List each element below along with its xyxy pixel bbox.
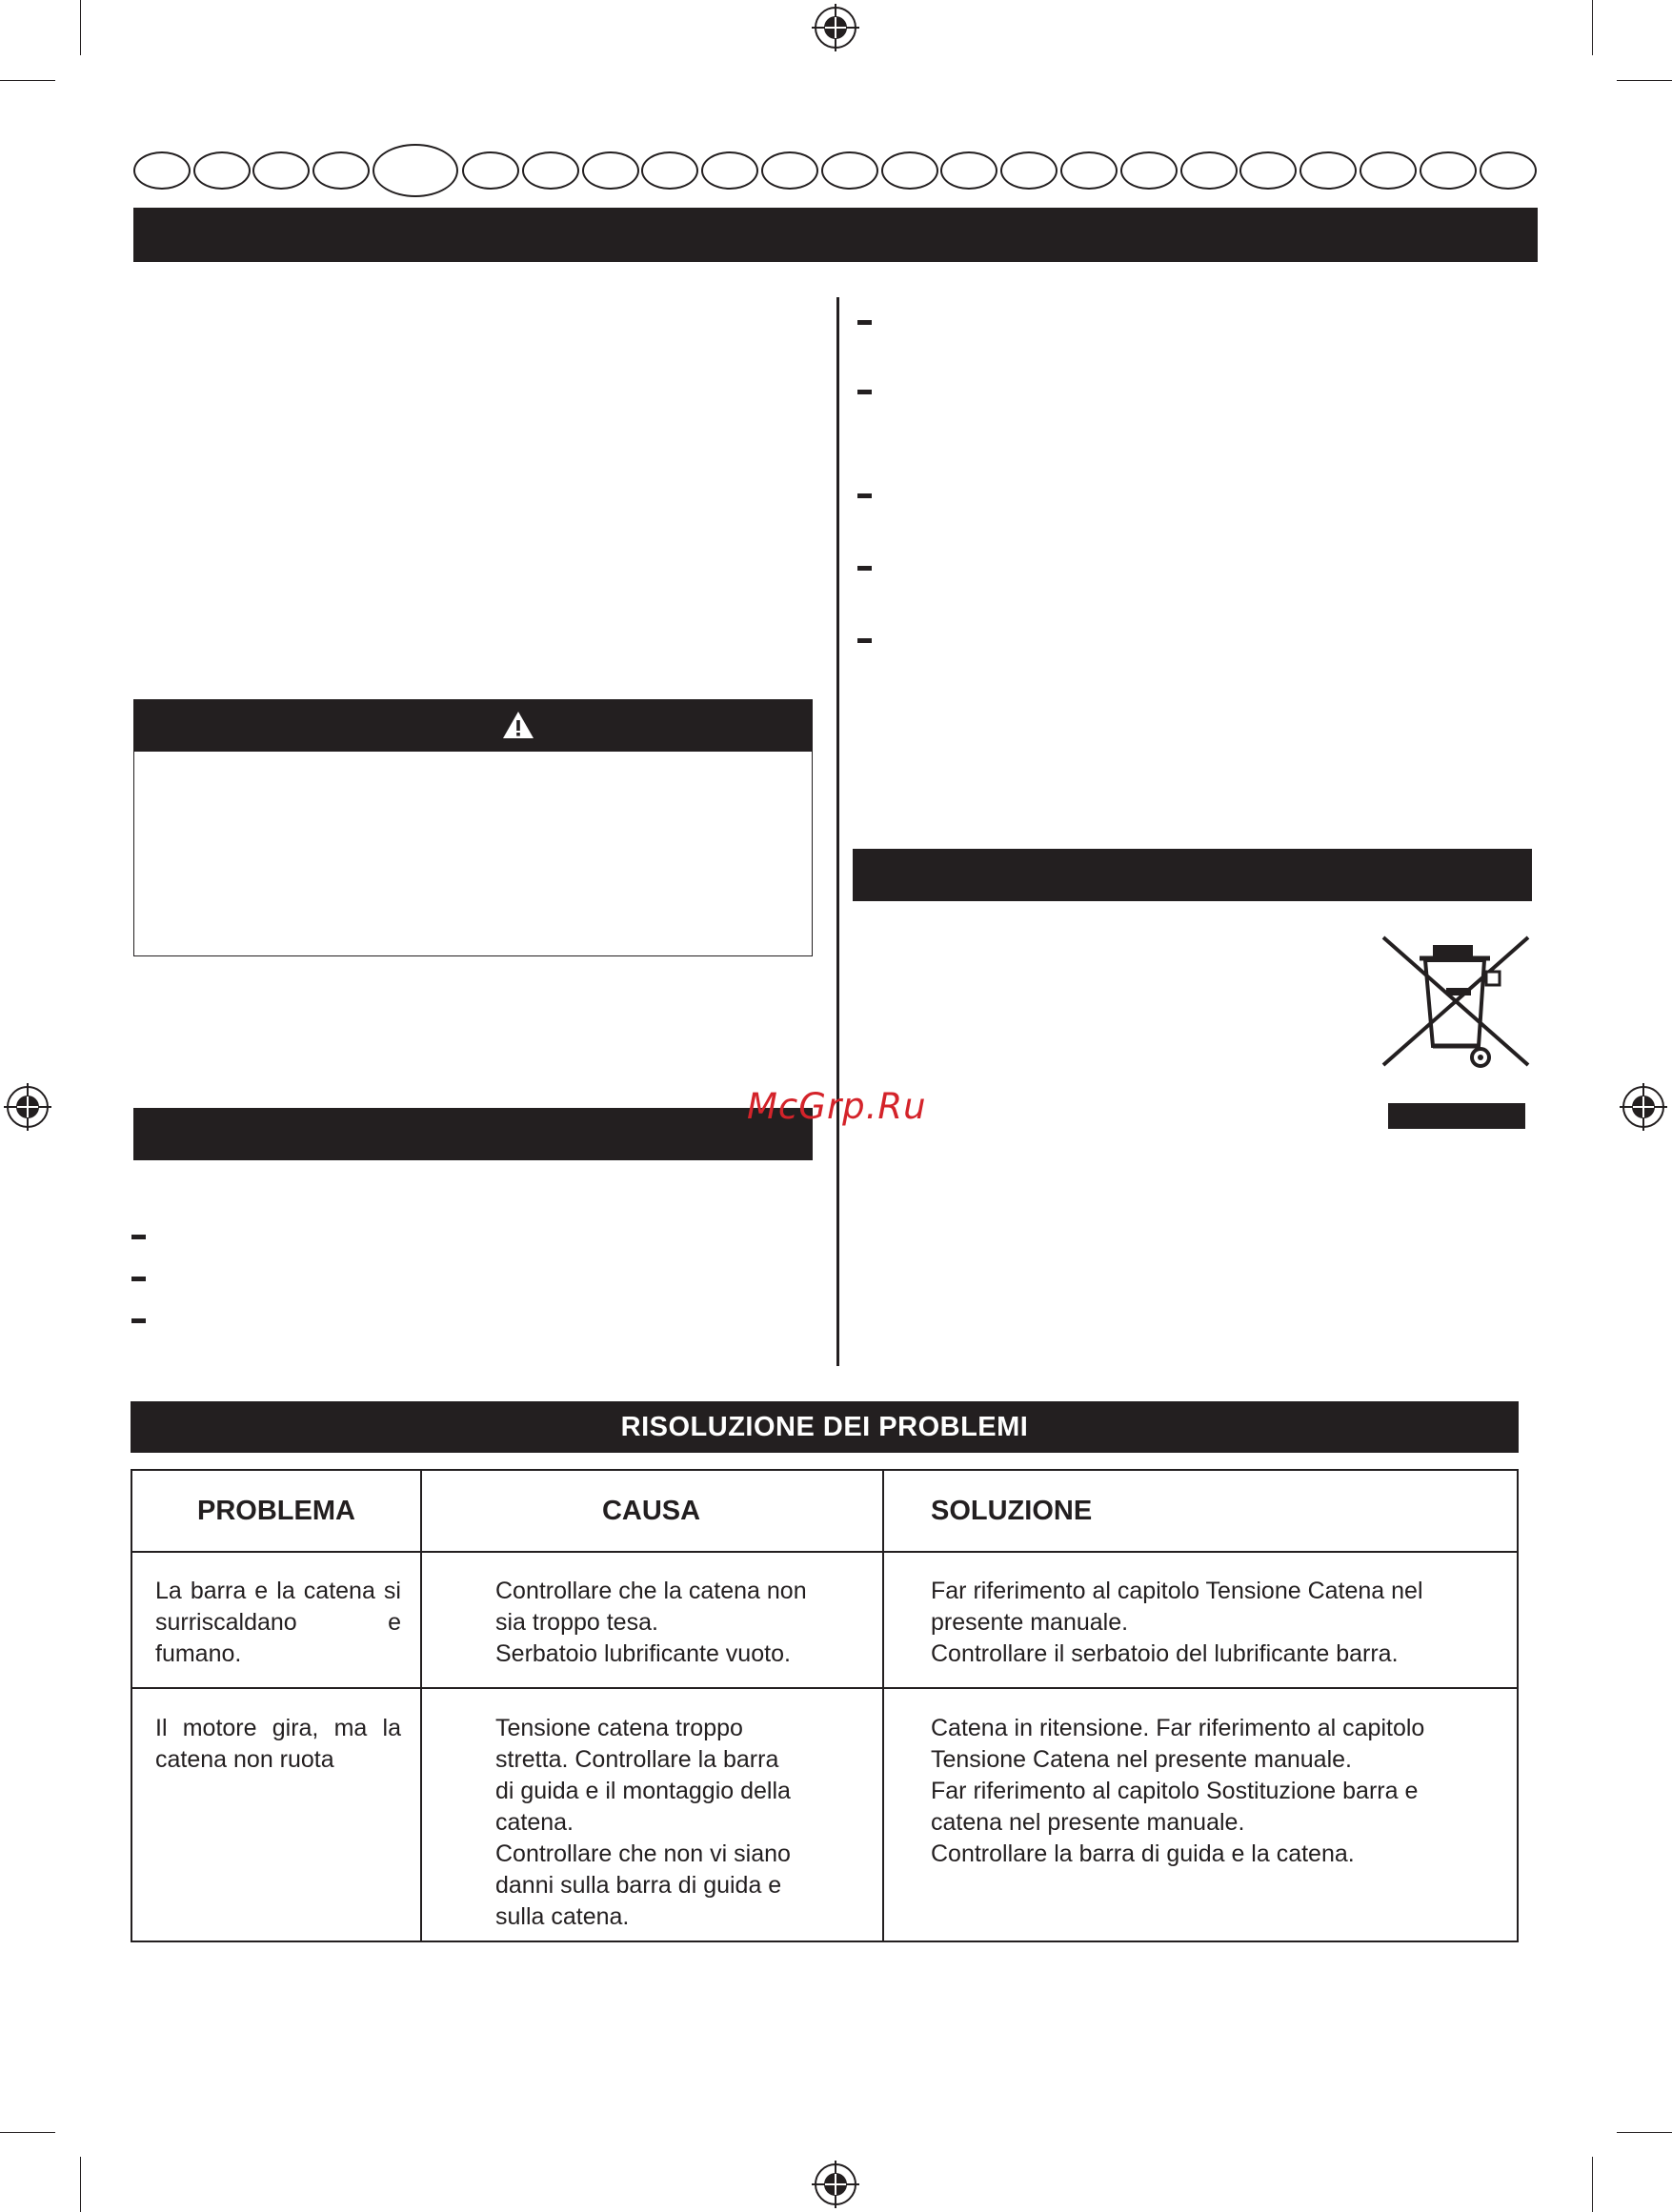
crop-mark bbox=[1592, 0, 1593, 55]
cause-cell bbox=[495, 1576, 876, 1670]
language-oval[interactable] bbox=[133, 151, 191, 190]
language-oval[interactable] bbox=[462, 151, 519, 190]
language-oval[interactable] bbox=[1480, 151, 1537, 190]
language-oval[interactable] bbox=[940, 151, 997, 190]
list-bullet bbox=[857, 566, 872, 571]
solution-line: presente manuale. bbox=[931, 1609, 1129, 1636]
warning-header-bar bbox=[133, 699, 813, 752]
solution-line: catena nel presente manuale. bbox=[931, 1809, 1245, 1836]
language-oval[interactable] bbox=[1060, 151, 1118, 190]
language-oval[interactable] bbox=[522, 151, 579, 190]
crop-mark bbox=[80, 2157, 81, 2212]
warning-triangle-icon bbox=[501, 710, 535, 740]
section-header-bar bbox=[853, 849, 1532, 901]
language-oval[interactable] bbox=[641, 151, 698, 190]
problem-cell: La barra e la catena si surriscaldano e fumano. bbox=[155, 1578, 401, 1667]
cause-line: stretta. Controllare la barra bbox=[495, 1746, 779, 1773]
table-row-line bbox=[132, 1687, 1517, 1689]
table-column-line bbox=[420, 1471, 422, 1941]
column-divider bbox=[836, 297, 839, 1366]
troubleshooting-title: RISOLUZIONE DEI PROBLEMI bbox=[620, 1411, 1029, 1442]
header-soluzione: SOLUZIONE bbox=[931, 1496, 1093, 1526]
list-bullet bbox=[131, 1277, 146, 1281]
language-oval[interactable] bbox=[701, 151, 758, 190]
language-oval[interactable] bbox=[881, 151, 938, 190]
section-header-bar bbox=[133, 208, 1538, 262]
solution-cell bbox=[931, 1713, 1502, 1870]
list-bullet bbox=[857, 638, 872, 643]
weee-underline-bar bbox=[1388, 1103, 1525, 1129]
cause-cell bbox=[495, 1713, 876, 1933]
crop-mark bbox=[1617, 80, 1672, 81]
header-causa: CAUSA bbox=[601, 1496, 701, 1526]
solution-line: Far riferimento al capitolo Tensione Catena nel bbox=[931, 1578, 1423, 1604]
crop-mark bbox=[80, 0, 81, 55]
language-oval[interactable] bbox=[1299, 151, 1357, 190]
list-bullet bbox=[857, 493, 872, 498]
cause-line: sia troppo tesa. bbox=[495, 1609, 658, 1636]
crop-mark bbox=[1592, 2157, 1593, 2212]
language-oval[interactable] bbox=[1180, 151, 1238, 190]
language-oval[interactable] bbox=[1360, 151, 1417, 190]
header-problema: PROBLEMA bbox=[197, 1496, 355, 1526]
list-bullet bbox=[131, 1318, 146, 1323]
language-oval[interactable] bbox=[193, 151, 251, 190]
language-oval[interactable] bbox=[761, 151, 818, 190]
list-bullet bbox=[131, 1235, 146, 1239]
registration-mark-icon bbox=[812, 2161, 859, 2208]
language-oval[interactable] bbox=[1239, 151, 1297, 190]
language-oval[interactable] bbox=[1120, 151, 1178, 190]
table-row-line bbox=[132, 1551, 1517, 1553]
registration-mark-icon bbox=[812, 4, 859, 51]
section-header-bar bbox=[133, 1108, 813, 1160]
cause-line: danni sulla barra di guida e bbox=[495, 1872, 782, 1899]
language-oval[interactable] bbox=[821, 151, 878, 190]
language-selector bbox=[131, 148, 1541, 193]
solution-cell bbox=[931, 1576, 1502, 1670]
language-oval-active[interactable] bbox=[373, 144, 458, 197]
registration-mark-icon bbox=[4, 1083, 51, 1131]
language-oval[interactable] bbox=[252, 151, 310, 190]
crop-mark bbox=[0, 2132, 55, 2133]
crossed-out-bin-icon bbox=[1380, 934, 1532, 1069]
crop-mark bbox=[0, 80, 55, 81]
language-oval[interactable] bbox=[582, 151, 639, 190]
language-oval[interactable] bbox=[1000, 151, 1058, 190]
solution-line: Tensione Catena nel presente manuale. bbox=[931, 1746, 1352, 1773]
solution-line: Catena in ritensione. Far riferimento al capitolo bbox=[931, 1715, 1425, 1741]
troubleshooting-table bbox=[131, 1469, 1519, 1942]
problem-cell: Il motore gira, ma la catena non ruota bbox=[155, 1715, 401, 1773]
crop-mark bbox=[1617, 2132, 1672, 2133]
language-oval[interactable] bbox=[1420, 151, 1477, 190]
solution-line: Far riferimento al capitolo Sostituzione barra e bbox=[931, 1778, 1419, 1804]
cause-line: catena. bbox=[495, 1809, 574, 1836]
warning-box bbox=[133, 751, 813, 956]
cause-line: sulla catena. bbox=[495, 1903, 630, 1930]
cause-line: Serbatoio lubrificante vuoto. bbox=[495, 1640, 791, 1667]
cause-line: Tensione catena troppo bbox=[495, 1715, 743, 1741]
watermark: McGrp.Ru bbox=[747, 1086, 927, 1127]
list-bullet bbox=[857, 390, 872, 394]
troubleshooting-title-bar bbox=[131, 1401, 1519, 1453]
cause-line: di guida e il montaggio della bbox=[495, 1778, 791, 1804]
cause-line: Controllare che la catena non bbox=[495, 1578, 807, 1604]
list-bullet bbox=[857, 320, 872, 325]
solution-line: Controllare la barra di guida e la catena. bbox=[931, 1840, 1355, 1867]
language-oval[interactable] bbox=[312, 151, 370, 190]
table-column-line bbox=[882, 1471, 884, 1941]
cause-line: Controllare che non vi siano bbox=[495, 1840, 791, 1867]
registration-mark-icon bbox=[1620, 1083, 1667, 1131]
solution-line: Controllare il serbatoio del lubrificante barra. bbox=[931, 1640, 1399, 1667]
